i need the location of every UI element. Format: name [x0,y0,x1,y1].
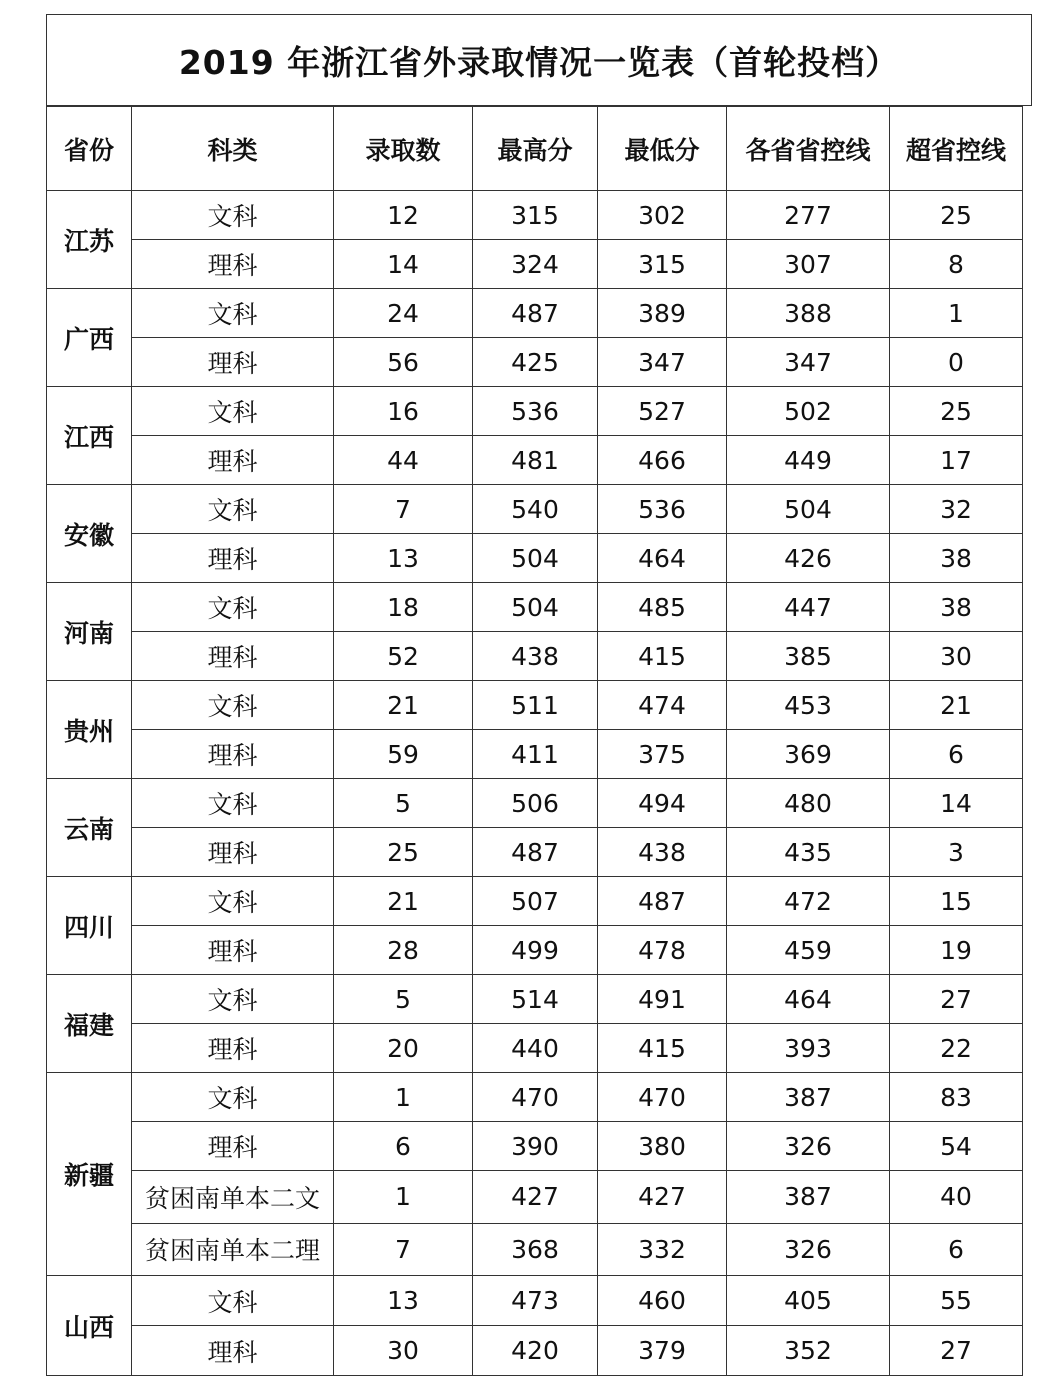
province-cell: 四川 [47,877,132,975]
min-score-cell: 332 [598,1223,727,1276]
over-control-cell: 15 [890,877,1023,926]
admitted-cell: 52 [334,632,473,681]
over-control-cell: 21 [890,681,1023,730]
category-cell: 贫困南单本二文 [132,1171,334,1224]
max-score-cell: 427 [473,1171,598,1224]
max-score-cell: 470 [473,1073,598,1122]
over-control-cell: 14 [890,779,1023,828]
table-title-box [46,14,1032,106]
province-cell: 云南 [47,779,132,877]
min-score-cell: 415 [598,632,727,681]
province-cell: 广西 [47,289,132,387]
header-row [47,107,1023,191]
max-score-cell: 315 [473,191,598,240]
over-control-cell: 32 [890,485,1023,534]
min-score-cell: 460 [598,1276,727,1326]
admitted-cell: 12 [334,191,473,240]
min-score-cell: 302 [598,191,727,240]
table-row [47,681,1023,730]
over-control-cell: 55 [890,1276,1023,1326]
control-line-cell: 393 [727,1024,890,1073]
admitted-cell: 5 [334,975,473,1024]
category-cell: 文科 [132,583,334,632]
category-cell: 理科 [132,1024,334,1073]
province-cell: 新疆 [47,1073,132,1276]
table-row [47,877,1023,926]
table-row [47,436,1023,485]
category-cell: 理科 [132,730,334,779]
table-row [47,1276,1023,1326]
over-control-cell: 8 [890,240,1023,289]
over-control-cell: 19 [890,926,1023,975]
max-score-cell: 473 [473,1276,598,1326]
province-cell: 山西 [47,1276,132,1376]
table-row [47,1223,1023,1276]
table-row [47,828,1023,877]
table-title: 2019 年浙江省外录取情况一览表（首轮投档） [178,42,900,82]
max-score-cell: 425 [473,338,598,387]
control-line-cell: 464 [727,975,890,1024]
table-row [47,240,1023,289]
category-cell: 文科 [132,975,334,1024]
control-line-cell: 426 [727,534,890,583]
admitted-cell: 56 [334,338,473,387]
table-row [47,730,1023,779]
min-score-cell: 494 [598,779,727,828]
over-control-cell: 40 [890,1171,1023,1224]
category-cell: 文科 [132,779,334,828]
category-cell: 文科 [132,1276,334,1326]
control-line-cell: 502 [727,387,890,436]
over-control-cell: 25 [890,191,1023,240]
max-score-cell: 438 [473,632,598,681]
category-cell: 贫困南单本二理 [132,1223,334,1276]
max-score-cell: 504 [473,583,598,632]
table-row [47,1122,1023,1171]
max-score-cell: 324 [473,240,598,289]
admission-table [46,106,1023,1376]
header-max-score: 最高分 [473,107,598,191]
max-score-cell: 420 [473,1326,598,1376]
over-control-cell: 38 [890,583,1023,632]
min-score-cell: 315 [598,240,727,289]
header-admitted: 录取数 [334,107,473,191]
province-cell: 江西 [47,387,132,485]
control-line-cell: 326 [727,1122,890,1171]
province-cell: 安徽 [47,485,132,583]
admitted-cell: 16 [334,387,473,436]
max-score-cell: 390 [473,1122,598,1171]
over-control-cell: 30 [890,632,1023,681]
admitted-cell: 5 [334,779,473,828]
table-row [47,289,1023,338]
header-min-score: 最低分 [598,107,727,191]
table-row [47,1024,1023,1073]
over-control-cell: 0 [890,338,1023,387]
control-line-cell: 347 [727,338,890,387]
min-score-cell: 485 [598,583,727,632]
admitted-cell: 6 [334,1122,473,1171]
category-cell: 文科 [132,877,334,926]
category-cell: 理科 [132,926,334,975]
admitted-cell: 1 [334,1073,473,1122]
min-score-cell: 527 [598,387,727,436]
table-row [47,387,1023,436]
control-line-cell: 277 [727,191,890,240]
over-control-cell: 3 [890,828,1023,877]
max-score-cell: 440 [473,1024,598,1073]
over-control-cell: 27 [890,975,1023,1024]
control-line-cell: 504 [727,485,890,534]
over-control-cell: 6 [890,730,1023,779]
table-row [47,1326,1023,1376]
min-score-cell: 466 [598,436,727,485]
province-cell: 河南 [47,583,132,681]
category-cell: 理科 [132,338,334,387]
category-cell: 理科 [132,240,334,289]
admitted-cell: 30 [334,1326,473,1376]
admitted-cell: 59 [334,730,473,779]
table-body [47,191,1023,1376]
over-control-cell: 22 [890,1024,1023,1073]
control-line-cell: 480 [727,779,890,828]
category-cell: 理科 [132,632,334,681]
control-line-cell: 352 [727,1326,890,1376]
admitted-cell: 13 [334,534,473,583]
category-cell: 理科 [132,436,334,485]
over-control-cell: 54 [890,1122,1023,1171]
province-cell: 福建 [47,975,132,1073]
min-score-cell: 375 [598,730,727,779]
control-line-cell: 385 [727,632,890,681]
header-over-control: 超省控线 [890,107,1023,191]
control-line-cell: 459 [727,926,890,975]
control-line-cell: 307 [727,240,890,289]
admitted-cell: 28 [334,926,473,975]
min-score-cell: 487 [598,877,727,926]
admitted-cell: 44 [334,436,473,485]
control-line-cell: 435 [727,828,890,877]
max-score-cell: 487 [473,289,598,338]
min-score-cell: 389 [598,289,727,338]
max-score-cell: 506 [473,779,598,828]
category-cell: 文科 [132,387,334,436]
min-score-cell: 464 [598,534,727,583]
max-score-cell: 487 [473,828,598,877]
over-control-cell: 6 [890,1223,1023,1276]
admitted-cell: 20 [334,1024,473,1073]
admitted-cell: 21 [334,681,473,730]
table-row [47,583,1023,632]
admitted-cell: 7 [334,485,473,534]
min-score-cell: 474 [598,681,727,730]
min-score-cell: 379 [598,1326,727,1376]
category-cell: 理科 [132,1326,334,1376]
province-cell: 江苏 [47,191,132,289]
max-score-cell: 511 [473,681,598,730]
max-score-cell: 411 [473,730,598,779]
table-row [47,534,1023,583]
control-line-cell: 369 [727,730,890,779]
province-cell: 贵州 [47,681,132,779]
category-cell: 文科 [132,191,334,240]
admitted-cell: 18 [334,583,473,632]
max-score-cell: 481 [473,436,598,485]
control-line-cell: 388 [727,289,890,338]
min-score-cell: 438 [598,828,727,877]
admitted-cell: 24 [334,289,473,338]
max-score-cell: 507 [473,877,598,926]
over-control-cell: 38 [890,534,1023,583]
control-line-cell: 472 [727,877,890,926]
category-cell: 理科 [132,534,334,583]
min-score-cell: 470 [598,1073,727,1122]
min-score-cell: 491 [598,975,727,1024]
header-category: 科类 [132,107,334,191]
max-score-cell: 504 [473,534,598,583]
control-line-cell: 447 [727,583,890,632]
admitted-cell: 1 [334,1171,473,1224]
table-row [47,338,1023,387]
min-score-cell: 347 [598,338,727,387]
header-province: 省份 [47,107,132,191]
min-score-cell: 427 [598,1171,727,1224]
admitted-cell: 7 [334,1223,473,1276]
control-line-cell: 326 [727,1223,890,1276]
over-control-cell: 1 [890,289,1023,338]
admitted-cell: 25 [334,828,473,877]
control-line-cell: 453 [727,681,890,730]
max-score-cell: 540 [473,485,598,534]
admitted-cell: 14 [334,240,473,289]
category-cell: 文科 [132,289,334,338]
min-score-cell: 478 [598,926,727,975]
category-cell: 文科 [132,681,334,730]
control-line-cell: 405 [727,1276,890,1326]
table-row [47,632,1023,681]
control-line-cell: 449 [727,436,890,485]
control-line-cell: 387 [727,1073,890,1122]
category-cell: 文科 [132,485,334,534]
min-score-cell: 380 [598,1122,727,1171]
control-line-cell: 387 [727,1171,890,1224]
over-control-cell: 25 [890,387,1023,436]
table-row [47,485,1023,534]
category-cell: 理科 [132,1122,334,1171]
max-score-cell: 536 [473,387,598,436]
max-score-cell: 368 [473,1223,598,1276]
table-row [47,975,1023,1024]
max-score-cell: 499 [473,926,598,975]
min-score-cell: 536 [598,485,727,534]
over-control-cell: 27 [890,1326,1023,1376]
over-control-cell: 83 [890,1073,1023,1122]
header-control-line: 各省省控线 [727,107,890,191]
table-row [47,926,1023,975]
min-score-cell: 415 [598,1024,727,1073]
max-score-cell: 514 [473,975,598,1024]
table-row [47,1073,1023,1122]
table-row [47,1171,1023,1224]
category-cell: 理科 [132,828,334,877]
table-row [47,191,1023,240]
category-cell: 文科 [132,1073,334,1122]
admitted-cell: 13 [334,1276,473,1326]
admitted-cell: 21 [334,877,473,926]
table-row [47,779,1023,828]
over-control-cell: 17 [890,436,1023,485]
